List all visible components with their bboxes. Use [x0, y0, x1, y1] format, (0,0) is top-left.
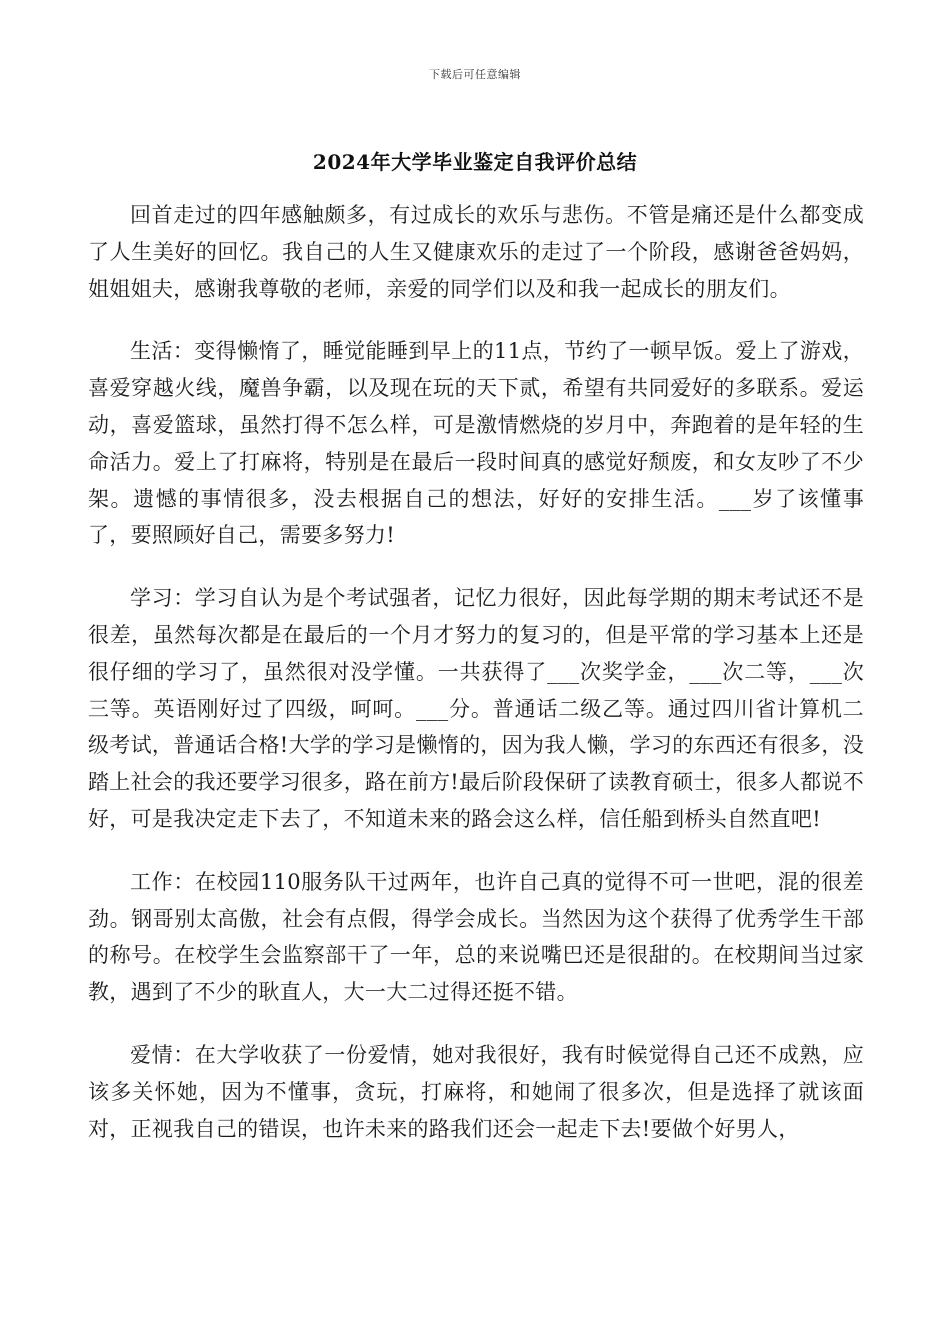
paragraph-work: 工作：在校园110服务队干过两年，也许自己真的觉得不可一世吧，混的很差劲。钢哥别太高傲，社会有点假，得学会成长。当然因为这个获得了优秀学生干部的称号。在校学生会监察部干了一年，总的来说嘴巴还是很甜的。在校期间当过家教，遇到了不少的耿直人，大一大二过得还挺不错。 — [88, 869, 864, 1005]
document-body — [88, 197, 864, 1173]
paragraph-intro: 回首走过的四年感触颇多，有过成长的欢乐与悲伤。不管是痛还是什么都变成了人生美好的回忆。我自己的人生又健康欢乐的走过了一个阶段，感谢爸爸妈妈，姐姐姐夫，感谢我尊敬的老师，亲爱的同学们以及和我一起成长的朋友们。 — [88, 203, 864, 301]
document-title: 2024年大学毕业鉴定自我评价总结 — [312, 150, 638, 174]
paragraph-study: 学习：学习自认为是个考试强者，记忆力很好，因此每学期的期末考试还不是很差，虽然每次都是在最后的一个月才努力的复习的，但是平常的学习基本上还是很仔细的学习了，虽然很对没学懂。一共获得了___次奖学金，___次二等，___次三等。英语刚好过了四级，呵呵。___分。普通话二级乙等。通过四川省计算机二级考试，普通话合格!大学的学习是懒惰的，因为我人懒，学习的东西还有很多，没踏上社会的我还要学习很多，路在前方!最后阶段保研了读教育硕士，很多人都说不好，可是我决定走下去了，不知道未来的路会这么样，信任船到桥头自然直吧! — [88, 586, 864, 831]
header-note: 下载后可任意编辑 — [429, 68, 521, 81]
paragraph-love: 爱情：在大学收获了一份爱情，她对我很好，我有时候觉得自己还不成熟，应该多关怀她，因为不懂事，贪玩，打麻将，和她闹了很多次，但是选择了就该面对，正视我自己的错误，也许未来的路我们还会一起走下去!要做个好男人， — [88, 1042, 864, 1141]
paragraph-life: 生活：变得懒惰了，睡觉能睡到早上的11点，节约了一顿早饭。爱上了游戏，喜爱穿越火线，魔兽争霸，以及现在玩的天下贰，希望有共同爱好的多联系。爱运动，喜爱篮球，虽然打得不怎么样，可是激情燃烧的岁月中，奔跑着的是年轻的生命活力。爱上了打麻将，特别是在最后一段时间真的感觉好颓废，和女友吵了不少架。遗憾的事情很多，没去根据自己的想法，好好的安排生活。___岁了该懂事了，要照顾好自己，需要多努力! — [88, 339, 864, 548]
